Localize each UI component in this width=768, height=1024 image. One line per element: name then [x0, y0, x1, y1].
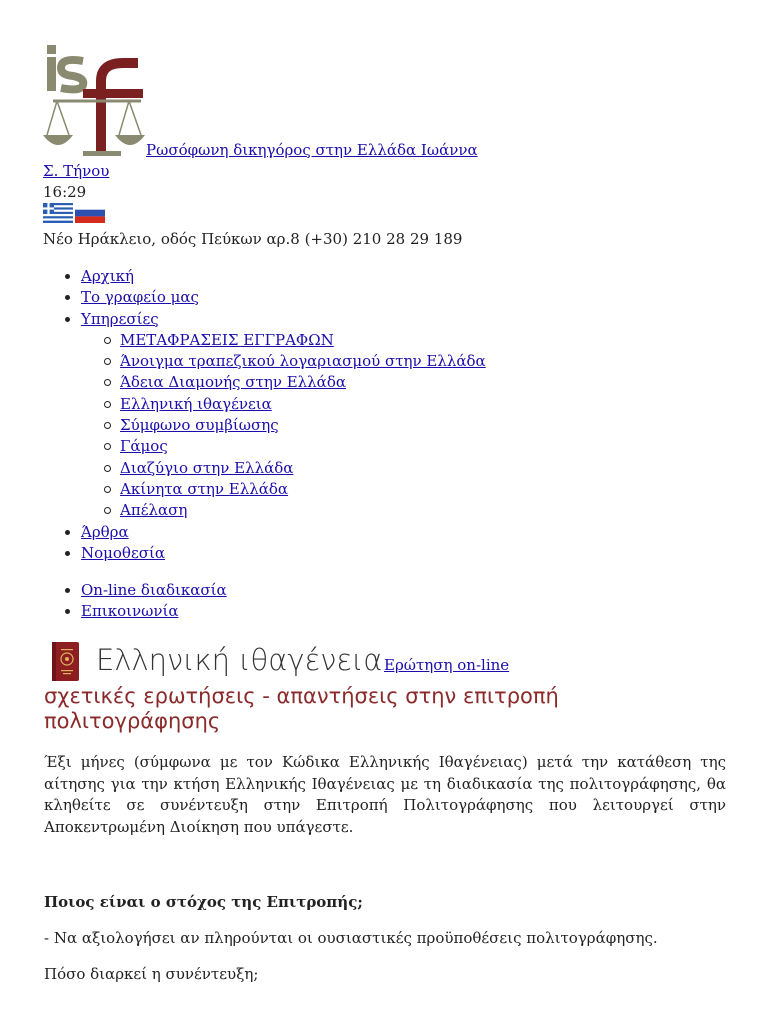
secondary-nav: [81, 580, 227, 623]
site-title-link[interactable]: Ρωσόφωνη δικηγόρος στην Ελλάδα Ιωάννα: [146, 141, 478, 159]
site-title-link-continued[interactable]: Σ. Τήνου: [43, 162, 110, 180]
office-address: Νέο Ηράκλειο, οδός Πεύκων αρ.8 (+30) 210 28 29 189: [43, 230, 463, 248]
submenu-link-bank-account[interactable]: Άνοιγμα τραπεζικού λογαριασμού στην Ελλάδα: [120, 352, 486, 371]
nav-link-articles[interactable]: Άρθρα: [81, 522, 129, 541]
submenu-link-cohabitation[interactable]: Σύμφωνο συμβίωσης: [120, 416, 279, 435]
greece-flag-icon[interactable]: [43, 203, 73, 223]
logo-i-stem: [47, 57, 56, 91]
nav-link-office[interactable]: Το γραφείο μας: [81, 288, 199, 307]
faq-answer: - Να αξιολογήσει αν πληρούνται οι ουσιαστικές προϋποθέσεις πολιτογράφησης.: [44, 929, 658, 947]
passport-icon: [51, 641, 80, 682]
intro-paragraph: Έξι μήνες (σύμφωνα με τον Κώδικα Ελληνικής Ιθαγένειας) μετά την κατάθεση της αίτησης για την κτήση Ελληνικής Ιθαγένειας με τη διαδικασία της πολιτογράφησης, θα κληθείτε σε συνέντευξη στην Επιτροπή Πολιτογράφησης που λειτουργεί στην Αποκεντρωμένη Διοίκηση που υπάγεστε.: [44, 753, 726, 836]
services-submenu: [81, 330, 486, 522]
faq-question: Ποιος είναι ο στόχος της Επιτροπής;: [44, 893, 363, 911]
submenu-item: [120, 500, 486, 521]
logo-f-bar: [83, 89, 143, 98]
faq-question: Πόσο διαρκεί η συνέντευξη;: [44, 965, 259, 983]
nav-item-office: [81, 287, 486, 308]
nav-link-services[interactable]: Υπηρεσίες: [81, 309, 159, 328]
submenu-link-deportation[interactable]: Απέλαση: [120, 501, 188, 520]
language-flags: [43, 203, 105, 223]
logo-scale-left: [43, 135, 73, 145]
submenu-item: [120, 415, 486, 436]
submenu-item: [120, 330, 486, 351]
nav-link-legislation[interactable]: Νομοθεσία: [81, 543, 165, 562]
submenu-item: [120, 479, 486, 500]
page-title: Ελληνική ιθαγένεια: [96, 643, 383, 677]
nav-item-home: [81, 266, 486, 287]
nav-item-services: [81, 309, 486, 522]
submenu-item: [120, 436, 486, 457]
logo-i-dot: [47, 45, 56, 54]
submenu-link-translations[interactable]: ΜΕΤΑΦΡΑΣΕΙΣ ΕΓΓΡΑΦΩΝ: [120, 330, 334, 349]
submenu-item: [120, 458, 486, 479]
online-question-link[interactable]: Ερώτηση on-line: [384, 656, 510, 674]
nav-item-contact: [81, 601, 227, 622]
nav-link-contact[interactable]: Επικοινωνία: [81, 602, 179, 621]
submenu-item: [120, 351, 486, 372]
logo-scale-right: [115, 135, 145, 145]
nav-item-legislation: [81, 543, 486, 564]
submenu-link-marriage[interactable]: Γάμος: [120, 437, 168, 456]
submenu-link-real-estate[interactable]: Ακίνητα στην Ελλάδα: [120, 479, 289, 498]
nav-link-home[interactable]: Αρχική: [81, 267, 134, 285]
submenu-link-citizenship[interactable]: Ελληνική ιθαγένεια: [120, 394, 272, 413]
russia-flag-icon[interactable]: [75, 203, 105, 223]
nav-item-articles: [81, 522, 486, 543]
submenu-link-residence-permit[interactable]: Άδεια Διαμονής στην Ελλάδα: [120, 373, 346, 392]
logo-s: [61, 60, 83, 90]
submenu-item: [120, 372, 486, 393]
submenu-item: [120, 394, 486, 415]
submenu-link-divorce[interactable]: Διαζύγιο στην Ελλάδα: [120, 458, 294, 477]
page-subtitle: σχετικές ερωτήσεις - απαντήσεις στην επιτροπή πολιτογράφησης: [44, 684, 559, 733]
main-nav: [81, 266, 486, 564]
clock-time: 16:29: [43, 183, 87, 201]
site-logo[interactable]: [43, 43, 145, 159]
nav-link-online-procedure[interactable]: On-line διαδικασία: [81, 581, 227, 599]
nav-item-online: [81, 580, 227, 601]
